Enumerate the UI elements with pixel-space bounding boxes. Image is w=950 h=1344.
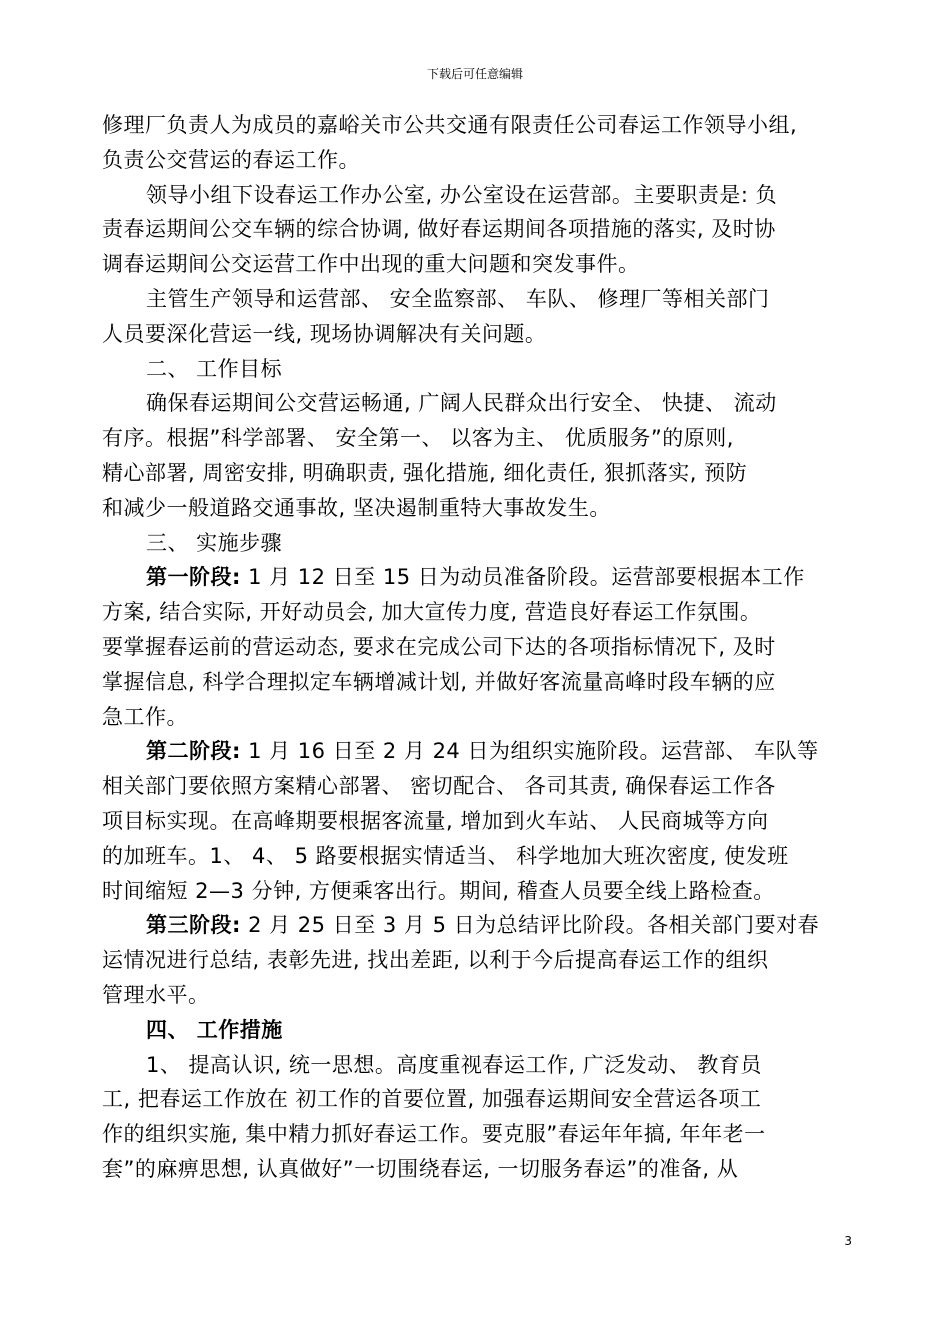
paragraph-start: 领导小组下设春运工作办公室, 办公室设在运营部。主要职责是: 负	[146, 182, 778, 207]
text-line: 掌握信息, 科学合理拟定车辆增减计划, 并做好客流量高峰时段车辆的应	[102, 669, 776, 694]
text-line: 作的组织实施, 集中精力抓好春运工作。要克服”春运年年搞, 年年老一	[102, 1122, 766, 1147]
text-line: 项目标实现。在高峰期要根据客流量, 增加到火车站、 人民商城等方向	[102, 808, 769, 833]
text-line: 时间缩短 2—3 分钟, 方便乘客出行。期间, 稽查人员要全线上路检查。	[102, 878, 775, 903]
stage-label: 第三阶段:	[146, 913, 241, 938]
stage-paragraph-start	[102, 908, 862, 943]
paragraph-start: 确保春运期间公交营运畅通, 广阔人民群众出行安全、 快捷、 流动	[146, 391, 777, 416]
stage-label: 第一阶段:	[146, 565, 241, 590]
text-line: 相关部门要依照方案精心部署、 密切配合、 各司其责, 确保春运工作各	[102, 774, 776, 799]
stage-label: 第二阶段:	[146, 739, 241, 764]
text-line: 精心部署, 周密安排, 明确职责, 强化措施, 细化责任, 狠抓落实, 预防	[102, 460, 748, 485]
text-line: 调春运期间公交运营工作中出现的重大问题和突发事件。	[102, 252, 640, 277]
text-line: 管理水平。	[102, 982, 210, 1007]
text-line: 修理厂负责人为成员的嘉峪关市公共交通有限责任公司春运工作领导小组,	[102, 113, 798, 137]
stage-text: 1 月 16 日至 2 月 24 日为组织实施阶段。运营部、 车队等	[240, 739, 819, 764]
text-line: 负责公交营运的春运工作。	[102, 147, 360, 172]
text-line: 套”的麻痹思想, 认真做好”一切围绕春运, 一切服务春运”的准备, 从	[102, 1156, 739, 1181]
text-line: 急工作。	[102, 704, 188, 729]
text-line: 工, 把春运工作放在 初工作的首要位置, 加强春运期间安全营运各项工	[102, 1087, 762, 1112]
text-line: 和减少一般道路交通事故, 坚决遏制重特大事故发生。	[102, 495, 611, 520]
stage-paragraph-start	[102, 734, 862, 769]
text-line: 方案, 结合实际, 开好动员会, 加大宣传力度, 营造良好春运工作氛围。	[102, 600, 762, 625]
stage-paragraph-start	[102, 560, 862, 595]
section-heading: 四、 工作措施	[146, 1017, 283, 1042]
text-line: 要掌握春运前的营运动态, 要求在完成公司下达的各项指标情况下, 及时	[102, 634, 776, 659]
text-line: 责春运期间公交车辆的综合协调, 做好春运期间各项措施的落实, 及时协	[102, 217, 776, 242]
paragraph-start: 1、 提高认识, 统一思想。高度重视春运工作, 广泛发动、 教育员	[146, 1052, 762, 1077]
text-line: 有序。根据”科学部署、 安全第一、 以客为主、 优质服务”的原则,	[102, 426, 734, 451]
stage-text: 2 月 25 日至 3 月 5 日为总结评比阶段。各相关部门要对春	[240, 913, 820, 938]
section-heading: 三、 实施步骤	[146, 530, 283, 555]
page-number: 3	[844, 1234, 852, 1248]
text-line: 运情况进行总结, 表彰先进, 找出差距, 以利于今后提高春运工作的组织	[102, 948, 769, 973]
paragraph-start: 主管生产领导和运营部、 安全监察部、 车队、 修理厂等相关部门	[146, 286, 770, 311]
section-heading: 二、 工作目标	[146, 356, 283, 381]
page-header: 下载后可任意编辑	[426, 67, 523, 81]
stage-text: 1 月 12 日至 15 日为动员准备阶段。运营部要根据本工作	[240, 565, 805, 590]
document-body	[102, 108, 862, 1187]
text-line: 人员要深化营运一线, 现场协调解决有关问题。	[102, 321, 547, 346]
text-line: 的加班车。1、 4、 5 路要根据实情适当、 科学地加大班次密度, 使发班	[102, 843, 789, 868]
